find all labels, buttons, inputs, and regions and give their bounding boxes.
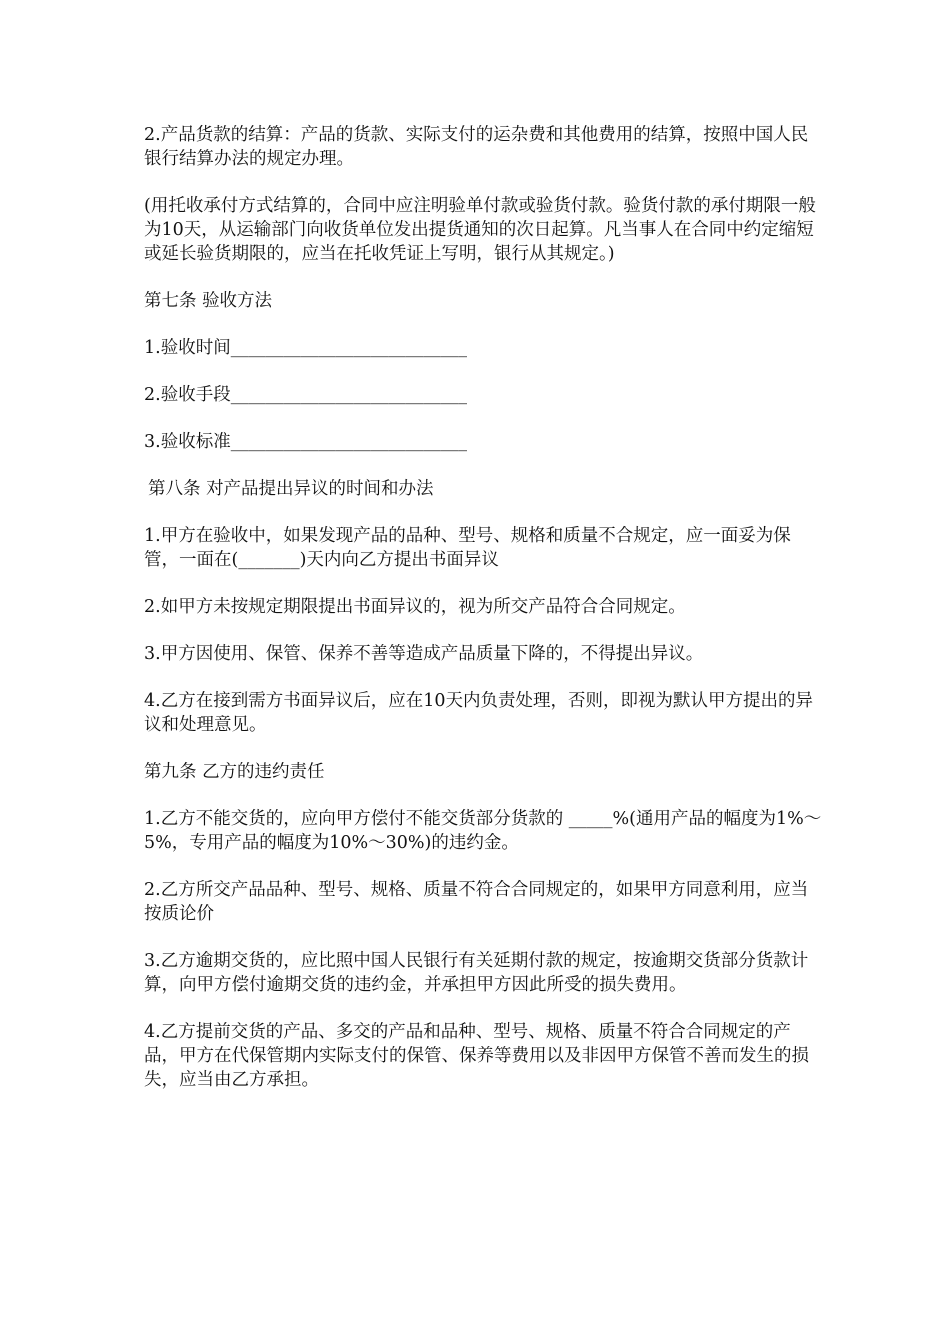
inspection-standard-label: 3.验收标准	[144, 432, 231, 452]
article-9-heading: 第九条 乙方的违约责任	[144, 762, 325, 782]
paragraph-settlement: 2.产品货款的结算：产品的货款、实际支付的运杂费和其他费用的结算，按照中国人民银行结算办法的规定办理。	[144, 125, 809, 169]
inspection-standard-blank: ___________________________	[230, 432, 467, 452]
inspection-method-blank: ___________________________	[230, 385, 467, 405]
article-9-item-1: 1.乙方不能交货的，应向甲方偿付不能交货部分货款的 _____%(通用产品的幅度为1%～5%，专用产品的幅度为10%～30%)的违约金。	[144, 809, 822, 853]
paragraph-collection-note: (用托收承付方式结算的，合同中应注明验单付款或验货付款。验货付款的承付期限一般为10天，从运输部门向收货单位发出提货通知的次日起算。凡当事人在合同中约定缩短或延长验货期限的，应当在托收凭证上写明，银行从其规定。)	[144, 196, 816, 264]
inspection-standard-line	[144, 430, 824, 454]
inspection-time-line	[144, 336, 824, 360]
article-8-item-3: 3.甲方因使用、保管、保养不善等造成产品质量下降的，不得提出异议。	[144, 644, 704, 664]
article-7-heading: 第七条 验收方法	[144, 291, 273, 311]
article-8-item-2: 2.如甲方未按规定期限提出书面异议的，视为所交产品符合合同规定。	[144, 597, 686, 617]
article-9-item-3: 3.乙方逾期交货的，应比照中国人民银行有关延期付款的规定，按逾期交货部分货款计算，向甲方偿付逾期交货的违约金，并承担甲方因此所受的损失费用。	[144, 951, 809, 995]
article-8-heading: 第八条 对产品提出异议的时间和办法	[148, 479, 434, 499]
document-body	[144, 123, 824, 1115]
article-8-item-1: 1.甲方在验收中，如果发现产品的品种、型号、规格和质量不合规定，应一面妥为保管，一面在(_______)天内向乙方提出书面异议	[144, 526, 791, 570]
inspection-method-label: 2.验收手段	[144, 385, 231, 405]
article-8-item-4: 4.乙方在接到需方书面异议后，应在10天内负责处理，否则，即视为默认甲方提出的异议和处理意见。	[144, 691, 813, 735]
inspection-time-label: 1.验收时间	[144, 338, 231, 358]
inspection-method-line	[144, 383, 824, 407]
inspection-time-blank: ___________________________	[230, 338, 467, 358]
article-9-item-2: 2.乙方所交产品品种、型号、规格、质量不符合合同规定的，如果甲方同意利用，应当按质论价	[144, 880, 809, 924]
article-9-item-4: 4.乙方提前交货的产品、多交的产品和品种、型号、规格、质量不符合合同规定的产品，甲方在代保管期内实际支付的保管、保养等费用以及非因甲方保管不善而发生的损失，应当由乙方承担。	[144, 1022, 809, 1090]
